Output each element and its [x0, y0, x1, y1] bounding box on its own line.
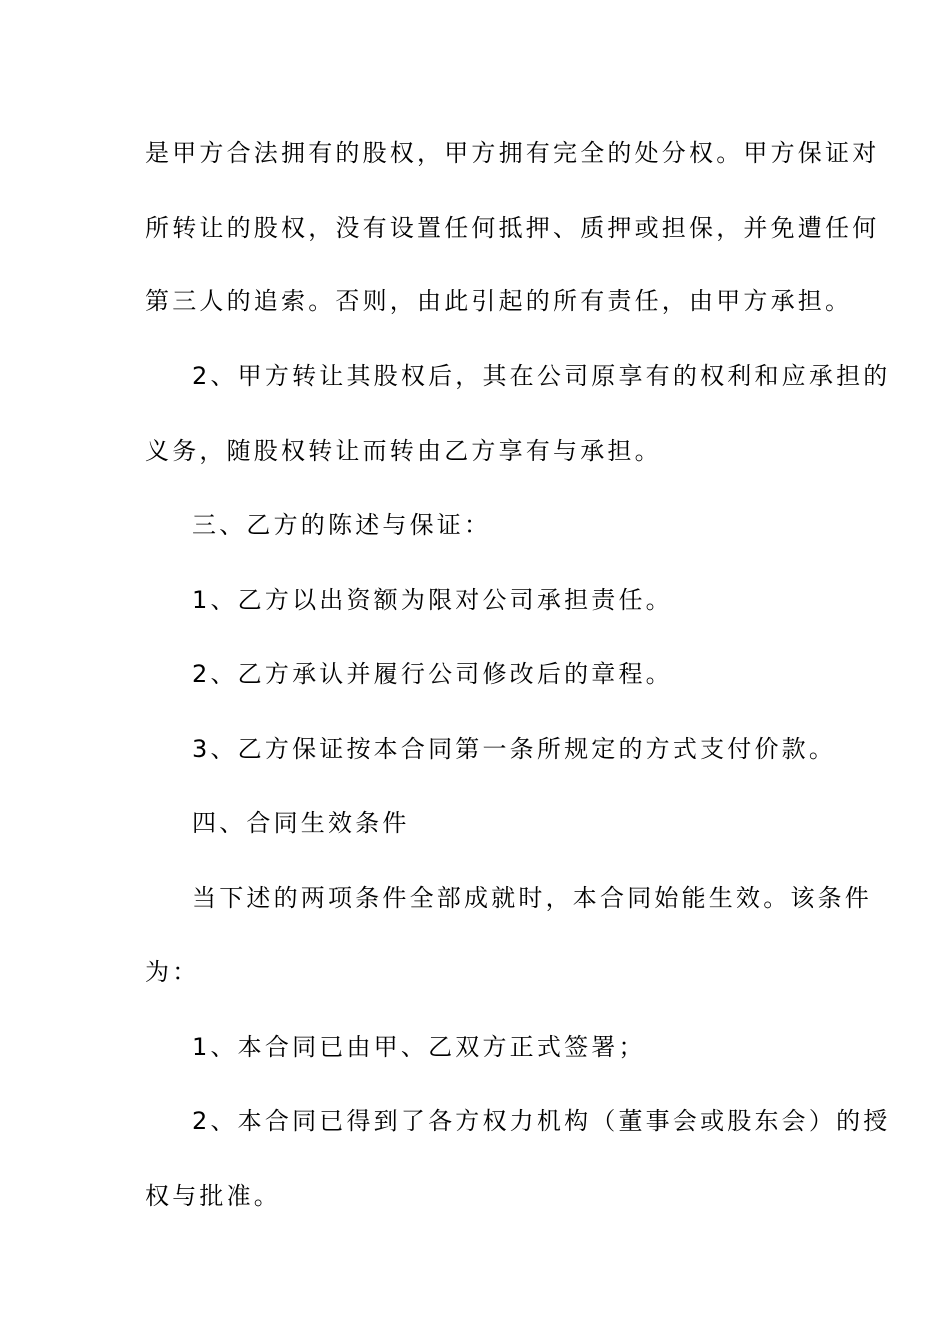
list-item: 1、乙方以出资额为限对公司承担责任。: [192, 586, 673, 614]
paragraph-line: 是甲方合法拥有的股权，甲方拥有完全的处分权。甲方保证对: [145, 139, 880, 167]
list-item: 3、乙方保证按本合同第一条所规定的方式支付价款。: [192, 735, 837, 763]
section-heading: 四、合同生效条件: [192, 809, 410, 837]
list-item: 1、本合同已由甲、乙双方正式签署；: [192, 1033, 646, 1061]
section-heading: 三、乙方的陈述与保证：: [192, 511, 492, 539]
paragraph-line: 所转让的股权，没有设置任何抵押、质押或担保，并免遭任何: [145, 214, 880, 242]
list-item: 2、本合同已得到了各方权力机构（董事会或股东会）的授: [192, 1107, 891, 1135]
paragraph-line: 为：: [145, 958, 200, 986]
paragraph-line: 2、甲方转让其股权后，其在公司原享有的权利和应承担的: [192, 362, 891, 390]
paragraph-line: 第三人的追索。否则，由此引起的所有责任，由甲方承担。: [145, 287, 853, 315]
paragraph-line: 当下述的两项条件全部成就时，本合同始能生效。该条件: [192, 884, 872, 912]
paragraph-line: 义务，随股权转让而转由乙方享有与承担。: [145, 437, 662, 465]
paragraph-line: 权与批准。: [145, 1182, 281, 1210]
list-item: 2、乙方承认并履行公司修改后的章程。: [192, 660, 673, 688]
